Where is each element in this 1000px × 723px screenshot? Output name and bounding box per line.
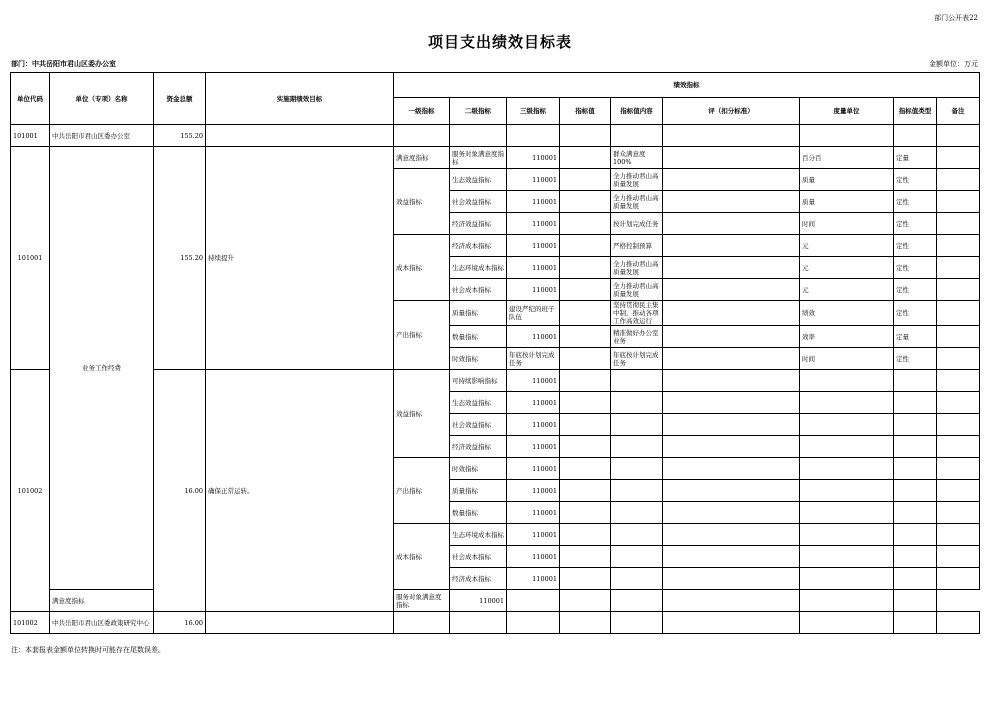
remark-cell: [937, 279, 980, 301]
table-row: [11, 370, 980, 392]
goal-cell: 确保正常运转。: [206, 370, 394, 612]
level3-cell: 110001: [507, 568, 560, 590]
header-level1: 一级指标: [394, 98, 450, 125]
empty-cell: [560, 546, 611, 568]
empty-cell: [611, 524, 663, 546]
empty-cell: [663, 590, 800, 612]
page-title: 项目支出绩效目标表: [427, 33, 572, 51]
level2-cell: 社会成本指标: [450, 546, 507, 568]
empty-cell: [611, 458, 663, 480]
level3-cell: 110001: [507, 169, 560, 191]
empty-cell: [800, 480, 894, 502]
empty-cell: [800, 370, 894, 392]
empty-cell: [937, 568, 980, 590]
header-level2: 二级指标: [450, 98, 507, 125]
level2-cell: 经济成本指标: [450, 235, 507, 257]
table-row: [11, 125, 980, 147]
performance-target-table: [10, 72, 980, 634]
level2-cell: 社会效益指标: [450, 191, 507, 213]
empty-cell: [611, 370, 663, 392]
empty-cell: [560, 502, 611, 524]
header-score-standard: 评（扣分标准）: [663, 98, 800, 125]
empty-cell: [560, 590, 611, 612]
measure-unit-cell: 时间: [800, 348, 894, 370]
amount-cell: 155.20: [154, 147, 206, 370]
value-cell: [560, 348, 611, 370]
empty-cell: [894, 370, 937, 392]
empty-cell: [560, 458, 611, 480]
remark-cell: [937, 213, 980, 235]
measure-unit-cell: 元: [800, 279, 894, 301]
value-cell: [560, 257, 611, 279]
project-name-cell: 业务工作经费: [50, 147, 154, 590]
empty-cell: [894, 414, 937, 436]
level2-cell: 生态效益指标: [450, 392, 507, 414]
score-standard-cell: [663, 326, 800, 348]
table-row: [11, 147, 980, 169]
empty-cell: [800, 546, 894, 568]
empty-cell: [894, 612, 937, 634]
empty-cell: [937, 612, 980, 634]
empty-cell: [800, 524, 894, 546]
empty-cell: [611, 568, 663, 590]
empty-cell: [663, 612, 800, 634]
measure-unit-cell: 绩效: [800, 301, 894, 326]
level3-cell: 110001: [507, 392, 560, 414]
value-type-cell: 定性: [894, 191, 937, 213]
empty-cell: [663, 436, 800, 458]
value-content-cell: 群众满意度100%: [611, 147, 663, 169]
remark-cell: [937, 169, 980, 191]
remark-cell: [937, 257, 980, 279]
score-standard-cell: [663, 348, 800, 370]
header-measure-unit: 度量单位: [800, 98, 894, 125]
score-standard-cell: [663, 191, 800, 213]
header-value-content: 指标值内容: [611, 98, 663, 125]
empty-cell: [894, 480, 937, 502]
value-type-cell: 定性: [894, 169, 937, 191]
empty-cell: [937, 458, 980, 480]
level2-cell: 社会成本指标: [450, 279, 507, 301]
empty-cell: [663, 480, 800, 502]
empty-cell: [560, 392, 611, 414]
level3-cell: 110001: [450, 590, 507, 612]
empty-cell: [894, 524, 937, 546]
header-value: 指标值: [560, 98, 611, 125]
measure-unit-cell: 元: [800, 235, 894, 257]
value-content-cell: 按计划完成任务: [611, 213, 663, 235]
level2-cell: 数量指标: [450, 326, 507, 348]
value-content-cell: 精准做好办公室业务: [611, 326, 663, 348]
value-type-cell: 定性: [894, 213, 937, 235]
value-type-cell: 定量: [894, 147, 937, 169]
header-value-type: 指标值类型: [894, 98, 937, 125]
value-type-cell: 定性: [894, 301, 937, 326]
level2-cell: 生态环境成本指标: [450, 257, 507, 279]
department-label: 部门：中共岳阳市君山区委办公室: [11, 59, 116, 68]
header-remark: 备注: [937, 98, 980, 125]
value-type-cell: 定性: [894, 348, 937, 370]
amount-cell: 16.00: [154, 370, 206, 612]
amount-cell: 16.00: [154, 612, 206, 634]
measure-unit-cell: 效率: [800, 326, 894, 348]
empty-cell: [206, 612, 394, 634]
empty-cell: [611, 480, 663, 502]
empty-cell: [800, 392, 894, 414]
level2-cell: 生态环境成本指标: [450, 524, 507, 546]
level1-cell: 成本指标: [394, 235, 450, 301]
empty-cell: [611, 612, 663, 634]
empty-cell: [800, 502, 894, 524]
measure-unit-cell: 时间: [800, 213, 894, 235]
level2-cell: 经济效益指标: [450, 436, 507, 458]
goal-cell: 持续提升: [206, 147, 394, 370]
level3-cell: 年底按计划完成任务: [507, 348, 560, 370]
empty-cell: [611, 590, 663, 612]
empty-cell: [937, 414, 980, 436]
level1-cell: 效益指标: [394, 370, 450, 458]
remark-cell: [937, 301, 980, 326]
level2-cell: 数量指标: [450, 502, 507, 524]
value-cell: [560, 213, 611, 235]
level2-cell: 服务对象满意度指标: [450, 147, 507, 169]
value-content-cell: 坚持贯彻民主集中制，推动各项工作高效运行: [611, 301, 663, 326]
empty-cell: [663, 568, 800, 590]
value-cell: [560, 279, 611, 301]
empty-cell: [894, 392, 937, 414]
amount-cell: 155.20: [154, 125, 206, 147]
value-content-cell: 年底按计划完成任务: [611, 348, 663, 370]
empty-cell: [394, 612, 450, 634]
value-cell: [560, 235, 611, 257]
empty-cell: [937, 436, 980, 458]
empty-cell: [800, 458, 894, 480]
value-cell: [560, 301, 611, 326]
empty-cell: [663, 546, 800, 568]
level2-cell: 时效指标: [450, 348, 507, 370]
footnote: 注：本套报表金额单位转换时可能存在尾数误差。: [11, 646, 165, 654]
level3-cell: 建设严纪的班子队伍: [507, 301, 560, 326]
measure-unit-cell: 质量: [800, 169, 894, 191]
header-performance-indicator: 绩效指标: [394, 73, 980, 98]
score-standard-cell: [663, 257, 800, 279]
value-type-cell: 定性: [894, 279, 937, 301]
level2-cell: 时效指标: [450, 458, 507, 480]
level3-cell: 110001: [507, 414, 560, 436]
score-standard-cell: [663, 279, 800, 301]
remark-cell: [937, 326, 980, 348]
table-number-label: 部门公开表22: [934, 14, 978, 22]
measure-unit-cell: 元: [800, 257, 894, 279]
empty-cell: [800, 612, 894, 634]
empty-cell: [894, 546, 937, 568]
value-content-cell: 全力推动君山高质量发展: [611, 191, 663, 213]
remark-cell: [937, 191, 980, 213]
value-cell: [560, 326, 611, 348]
level2-cell: 服务对象满意度指标: [394, 590, 450, 612]
empty-cell: [937, 392, 980, 414]
score-standard-cell: [663, 235, 800, 257]
level2-cell: 经济效益指标: [450, 213, 507, 235]
empty-cell: [560, 370, 611, 392]
empty-cell: [894, 590, 937, 612]
empty-cell: [450, 612, 507, 634]
value-type-cell: 定性: [894, 235, 937, 257]
level3-cell: 110001: [507, 279, 560, 301]
level2-cell: 生态效益指标: [450, 169, 507, 191]
empty-cell: [611, 546, 663, 568]
remark-cell: [937, 348, 980, 370]
measure-unit-cell: 质量: [800, 191, 894, 213]
score-standard-cell: [663, 169, 800, 191]
empty-cell: [937, 502, 980, 524]
header-level3: 三级指标: [507, 98, 560, 125]
empty-cell: [663, 414, 800, 436]
level1-cell: 产出指标: [394, 458, 450, 524]
empty-cell: [663, 524, 800, 546]
level1-cell: 满意度指标: [394, 147, 450, 169]
level2-cell: 经济成本指标: [450, 568, 507, 590]
value-type-cell: 定性: [894, 257, 937, 279]
empty-cell: [560, 414, 611, 436]
level3-cell: 110001: [507, 524, 560, 546]
empty-cell: [507, 612, 560, 634]
empty-cell: [937, 370, 980, 392]
empty-cell: [560, 436, 611, 458]
level3-cell: 110001: [507, 502, 560, 524]
empty-cell: [937, 480, 980, 502]
empty-cell: [894, 502, 937, 524]
level2-cell: 可持续影响指标: [450, 370, 507, 392]
table-row: [11, 612, 980, 634]
level1-cell: 效益指标: [394, 169, 450, 235]
level2-cell: 社会效益指标: [450, 414, 507, 436]
level1-cell: 成本指标: [394, 524, 450, 590]
empty-cell: [507, 590, 560, 612]
empty-cell: [560, 568, 611, 590]
level3-cell: 110001: [507, 147, 560, 169]
value-content-cell: 全力推动君山高质量发展: [611, 169, 663, 191]
header-total-funds: 资金总额: [154, 73, 206, 125]
level2-cell: 质量指标: [450, 301, 507, 326]
empty-cell: [560, 612, 611, 634]
score-standard-cell: [663, 213, 800, 235]
empty-cell: [800, 436, 894, 458]
empty-cell: [611, 502, 663, 524]
measure-unit-cell: 百分百: [800, 147, 894, 169]
empty-cell: [663, 392, 800, 414]
value-content-cell: 全力推动君山高质量发展: [611, 279, 663, 301]
empty-cell: [611, 414, 663, 436]
empty-cell: [611, 436, 663, 458]
level3-cell: 110001: [507, 480, 560, 502]
unit-name-cell: 中共岳阳市君山区委政策研究中心: [50, 612, 154, 634]
level3-cell: 110001: [507, 370, 560, 392]
amount-unit-label: 金额单位：万元: [929, 60, 978, 68]
header-unit-name: 单位（专项）名称: [50, 73, 154, 125]
header-unit-code: 单位代码: [11, 73, 50, 125]
empty-cell: [611, 392, 663, 414]
value-type-cell: 定量: [894, 326, 937, 348]
level1-cell: 产出指标: [394, 301, 450, 370]
value-cell: [560, 191, 611, 213]
empty-cell: [663, 370, 800, 392]
empty-cell: [800, 568, 894, 590]
score-standard-cell: [663, 147, 800, 169]
empty-cell: [894, 436, 937, 458]
empty-cell: [560, 480, 611, 502]
score-standard-cell: [663, 301, 800, 326]
value-content-cell: 全力推动君山高质量发展: [611, 257, 663, 279]
empty-cell: [937, 546, 980, 568]
level3-cell: 110001: [507, 191, 560, 213]
level3-cell: 110001: [507, 458, 560, 480]
level3-cell: 110001: [507, 235, 560, 257]
empty-cell: [894, 568, 937, 590]
unit-code-cell: 101002: [11, 612, 50, 634]
value-cell: [560, 147, 611, 169]
unit-name-cell: 中共岳阳市君山区委办公室: [50, 125, 154, 147]
remark-cell: [937, 147, 980, 169]
empty-cell: [663, 502, 800, 524]
empty-cell: [937, 524, 980, 546]
level3-cell: 110001: [507, 546, 560, 568]
unit-code-cell: 101001: [11, 125, 50, 147]
level3-cell: 110001: [507, 436, 560, 458]
value-cell: [560, 169, 611, 191]
level3-cell: 110001: [507, 257, 560, 279]
value-content-cell: 严格控制预算: [611, 235, 663, 257]
empty-cell: [894, 458, 937, 480]
remark-cell: [937, 235, 980, 257]
level2-cell: 质量指标: [450, 480, 507, 502]
level1-cell: 满意度指标: [50, 590, 154, 612]
empty-cell: [800, 414, 894, 436]
empty-cell: [663, 458, 800, 480]
level3-cell: 110001: [507, 326, 560, 348]
level3-cell: 110001: [507, 213, 560, 235]
unit-code-cell: 101001: [11, 147, 50, 370]
empty-cell: [560, 524, 611, 546]
empty-cell: [800, 590, 894, 612]
unit-code-cell: 101002: [11, 370, 50, 612]
header-period-goal: 实施期绩效目标: [206, 73, 394, 125]
